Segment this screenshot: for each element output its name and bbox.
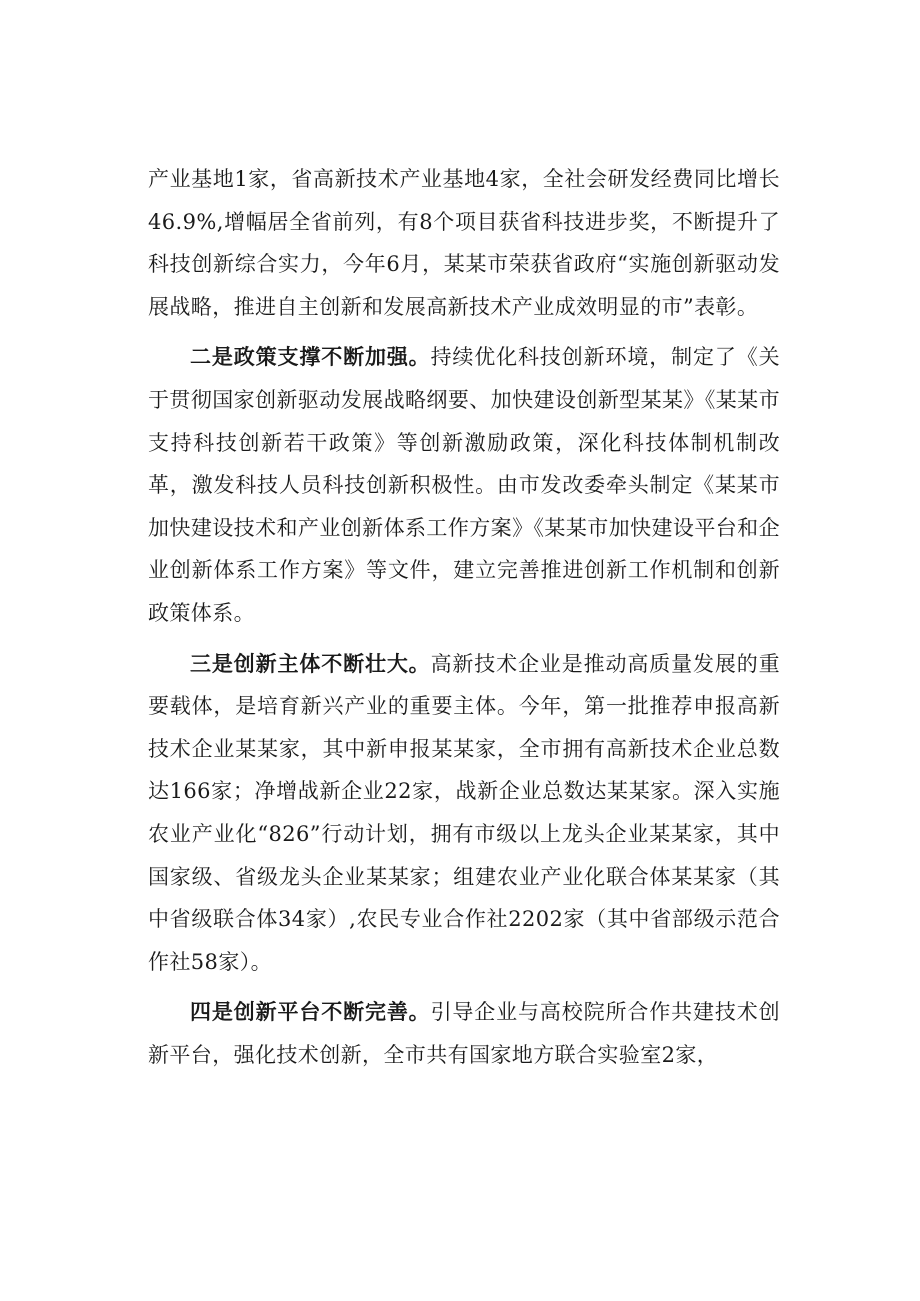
paragraph-2-text: 持续优化科技创新环境，制定了《关于贯彻国家创新驱动发展战略纲要、加快建设创新型某某》《某某市支持科技创新若干政策》等创新激励政策，深化科技体制机制改革，激发科技人员科技创新积极性。由市发改委牵头制定《某某市加快建设技术和产业创新体系工作方案》《某某市加快建设平台和企业创新体系工作方案》等文件，建立完善推进创新工作机制和创新政策体系。 [148,345,780,625]
paragraph-2 [148,336,780,634]
paragraph-3-heading: 三是创新主体不断壮大。 [190,650,431,676]
paragraph-1-text: 产业基地1家，省高新技术产业基地4家，全社会研发经费同比增长46.9%,增幅居全省前列，有8个项目获省科技进步奖，不断提升了科技创新综合实力，今年6月，某某市荣获省政府“实施创新驱动发展战略，推进自主创新和发展高新技术产业成效明显的市”表彰。 [148,167,780,319]
paragraph-3 [148,643,780,984]
paragraph-4 [148,991,780,1076]
paragraph-4-text: 引导企业与高校院所合作共建技术创新平台，强化技术创新，全市共有国家地方联合实验室2家， [148,1000,780,1067]
document-body [148,158,780,1084]
paragraph-3-text: 高新技术企业是推动高质量发展的重要载体，是培育新兴产业的重要主体。今年，第一批推荐申报高新技术企业某某家，其中新申报某某家，全市拥有高新技术企业总数达166家；净增战新企业22家，战新企业总数达某某家。深入实施农业产业化“826”行动计划，拥有市级以上龙头企业某某家，其中国家级、省级龙头企业某某家；组建农业产业化联合体某某家（其中省级联合体34家）,农民专业合作社2202家（其中省部级示范合作社58家）。 [148,651,780,974]
paragraph-1 [148,158,780,328]
paragraph-2-heading: 二是政策支撑不断加强。 [190,344,431,370]
paragraph-4-heading: 四是创新平台不断完善。 [190,999,431,1025]
